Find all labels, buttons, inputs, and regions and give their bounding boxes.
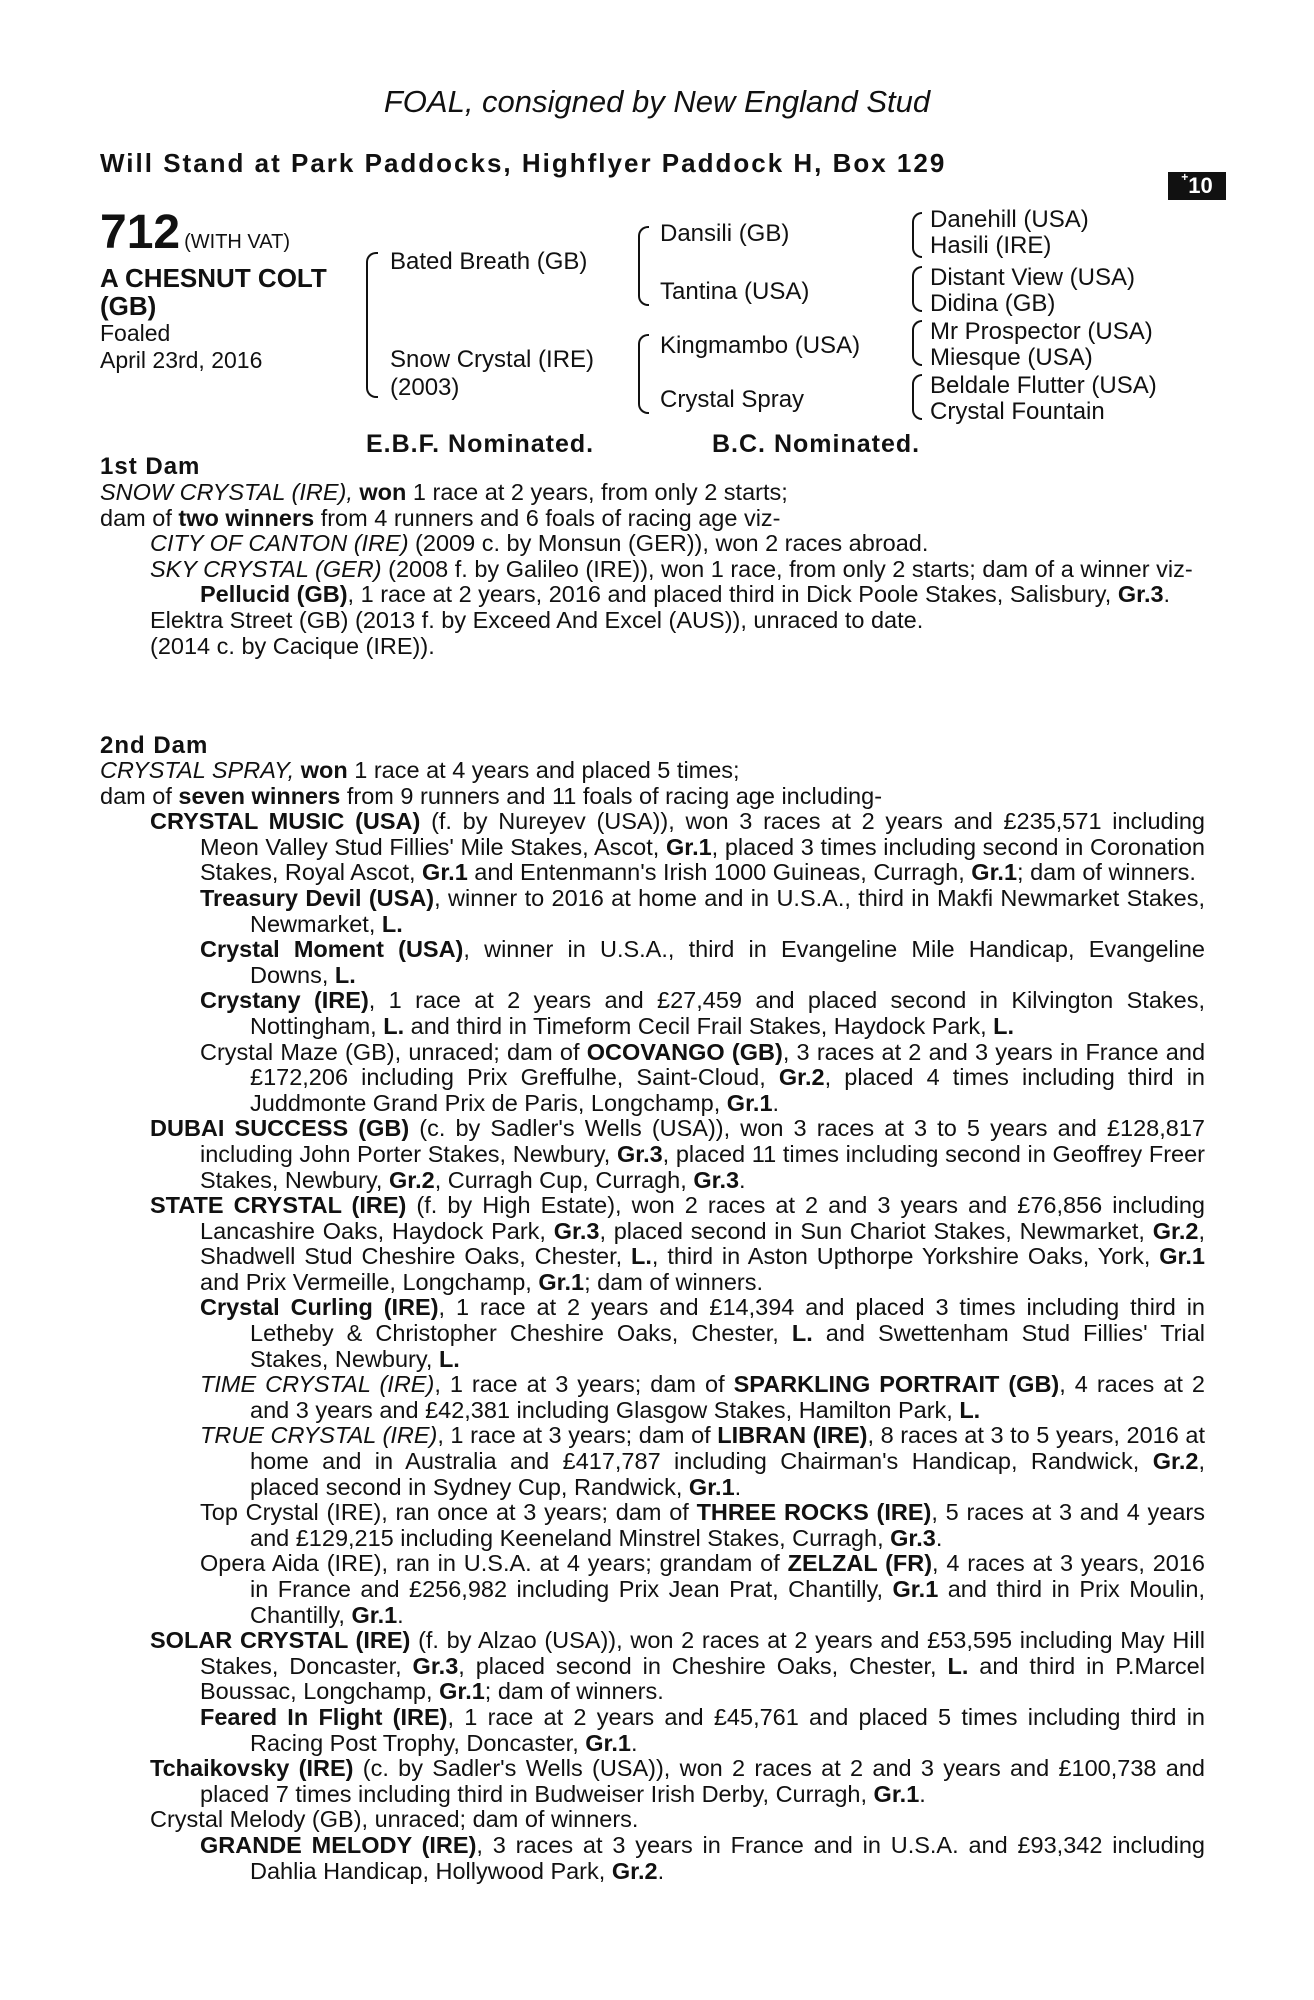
pedigree-g3: Distant View (USA)	[930, 264, 1135, 291]
produce-crystal-maze: Crystal Maze (GB), unraced; dam of OCOVANGO (GB), 3 races at 2 and 3 years in France and £172,206 including Prix Greffulhe, Saint-Cloud, Gr.2, placed 4 times including third in Juddmonte Grand Prix de Paris, Longchamp, Gr.1.	[200, 1038, 1206, 1116]
produce-tchaikovsky: Tchaikovsky (IRE) (c. by Sadler's Wells (USA)), won 2 races at 2 and 3 years and £100,738 and placed 7 times including third in Budweiser Irish Derby, Curragh, Gr.1.	[150, 1755, 1205, 1807]
first-dam-produce-summary: dam of two winners from 4 runners and 6 foals of racing age viz-	[100, 504, 781, 531]
lot-description-line2: (GB)	[100, 291, 157, 321]
pedigree-g6: Miesque (USA)	[930, 344, 1093, 371]
book-badge	[1168, 172, 1226, 200]
produce-dubai-success: DUBAI SUCCESS (GB) (c. by Sadler's Wells (USA)), won 3 races at 3 to 5 years and £128,817 including John Porter Stakes, Newbury, Gr.3, placed 11 times including second in Geoffrey Freer Stakes, Newbury, Gr.2, Curragh Cup, Curragh, Gr.3.	[150, 1115, 1205, 1193]
produce-true-crystal: TRUE CRYSTAL (IRE), 1 race at 3 years; dam of LIBRAN (IRE), 8 races at 3 to 5 years, 2016 at home and in Australia and £417,787 including Chairman's Handicap, Randwick, Gr.2, placed second in Sydney Cup, Randwick, Gr.1.	[200, 1422, 1205, 1500]
foaled-info	[100, 320, 262, 374]
pedigree-sire-sire: Dansili (GB)	[660, 220, 790, 247]
produce-opera-aida: Opera Aida (IRE), ran in U.S.A. at 4 years; grandam of ZELZAL (FR), 4 races at 3 years, 2016 in France and £256,982 including Prix Jean Prat, Chantilly, Gr.1 and third in Prix Moulin, Chantilly, Gr.1.	[200, 1550, 1206, 1628]
badge-plus: +	[1181, 170, 1189, 184]
pedigree-brace-main	[366, 252, 378, 398]
produce-grande-melody: GRANDE MELODY (IRE), 3 races at 3 years in France and in U.S.A. and £93,342 including Dahlia Handicap, Hollywood Park, Gr.2.	[200, 1831, 1205, 1884]
produce-elektra-street: Elektra Street (GB) (2013 f. by Exceed And Excel (AUS)), unraced to date.	[150, 606, 924, 633]
produce-time-crystal: TIME CRYSTAL (IRE), 1 race at 3 years; dam of SPARKLING PORTRAIT (GB), 4 races at 2 and 3 years and £42,381 including Glasgow Stakes, Hamilton Park, L.	[200, 1371, 1205, 1423]
second-dam-produce-summary: dam of seven winners from 9 runners and 11 foals of racing age including-	[100, 782, 883, 809]
lot-description	[100, 264, 327, 320]
produce-feared-in-flight: Feared In Flight (IRE), 1 race at 2 years and £45,761 and placed 5 times including third in Racing Post Trophy, Doncaster, Gr.1.	[200, 1703, 1205, 1756]
first-dam-body	[100, 480, 1205, 659]
second-dam-line: CRYSTAL SPRAY, won 1 race at 4 years and placed 5 times;	[100, 757, 740, 783]
second-dam-body	[100, 758, 1205, 1884]
produce-solar-crystal: SOLAR CRYSTAL (IRE) (f. by Alzao (USA)), won 2 races at 2 years and £53,595 including May Hill Stakes, Doncaster, Gr.3, placed second in Cheshire Oaks, Chester, L. and third in P.Marcel Boussac, Longchamp, Gr.1; dam of winners.	[150, 1627, 1205, 1705]
second-dam-heading: 2nd Dam	[100, 732, 209, 759]
produce-state-crystal: STATE CRYSTAL (IRE) (f. by High Estate), won 2 races at 2 and 3 years and £76,856 including Lancashire Oaks, Haydock Park, Gr.3, placed second in Sun Chariot Stakes, Newmarket, Gr.2, Shadwell Stud Cheshire Oaks, Chester, L., third in Aston Upthorpe Yorkshire Oaks, York, Gr.1 and Prix Vermeille, Longchamp, Gr.1; dam of winners.	[150, 1192, 1206, 1295]
pedigree-dam: Snow Crystal (IRE)	[390, 346, 595, 373]
pedigree-brace-dam	[638, 334, 649, 414]
produce-crystany: Crystany (IRE), 1 race at 2 years and £27,459 and placed second in Kilvington Stakes, Nottingham, L. and third in Timeform Cecil Frail Stakes, Haydock Park, L.	[200, 987, 1205, 1039]
pedigree-dam-sire: Kingmambo (USA)	[660, 332, 861, 359]
produce-crystal-moment: Crystal Moment (USA), winner in U.S.A., third in Evangeline Mile Handicap, Evangeline Downs, L.	[200, 936, 1205, 988]
produce-2014-colt: (2014 c. by Cacique (IRE)).	[150, 632, 435, 659]
first-dam-line: SNOW CRYSTAL (IRE), won 1 race at 2 years, from only 2 starts;	[100, 479, 788, 505]
first-dam-heading: 1st Dam	[100, 453, 201, 480]
bc-nominated: B.C. Nominated.	[712, 430, 921, 458]
pedigree-g7: Beldale Flutter (USA)	[930, 372, 1157, 399]
lot-description-line1: A CHESNUT COLT	[100, 263, 327, 293]
pedigree-dam-year: (2003)	[390, 374, 460, 401]
pedigree-brace-g4	[912, 374, 922, 420]
pedigree-brace-g3	[912, 320, 922, 366]
produce-top-crystal: Top Crystal (IRE), ran once at 3 years; dam of THREE ROCKS (IRE), 5 races at 3 and 4 years and £129,215 including Keeneland Minstrel Stakes, Curragh, Gr.3.	[200, 1499, 1205, 1551]
ebf-nominated: E.B.F. Nominated.	[366, 430, 595, 458]
badge-number: 10	[1188, 173, 1213, 198]
lot-number-value: 712	[100, 206, 181, 259]
stand-location: Will Stand at Park Paddocks, Highflyer Paddock H, Box 129	[100, 148, 947, 178]
produce-crystal-melody: Crystal Melody (GB), unraced; dam of winners.	[150, 1806, 639, 1833]
pedigree-g2: Hasili (IRE)	[930, 232, 1052, 259]
pedigree-g4: Didina (GB)	[930, 290, 1056, 317]
foaled-date: April 23rd, 2016	[100, 347, 263, 373]
pedigree-sire: Bated Breath (GB)	[390, 248, 588, 275]
pedigree-sire-dam: Tantina (USA)	[660, 278, 810, 305]
consignment-line: FOAL, consigned by New England Stud	[383, 84, 931, 119]
produce-sky-crystal: SKY CRYSTAL (GER) (2008 f. by Galileo (IRE)), won 1 race, from only 2 starts; dam of a winner viz-	[150, 555, 1193, 582]
pedigree-brace-g2	[912, 266, 922, 312]
produce-city-of-canton: CITY OF CANTON (IRE) (2009 c. by Monsun (GER)), won 2 races abroad.	[150, 530, 929, 557]
produce-treasury-devil: Treasury Devil (USA), winner to 2016 at home and in U.S.A., third in Makfi Newmarket Stakes, Newmarket, L.	[200, 884, 1205, 937]
pedigree-g8: Crystal Fountain	[930, 398, 1105, 425]
lot-number	[100, 208, 290, 267]
pedigree-brace-g1	[912, 212, 922, 258]
produce-pellucid: Pellucid (GB), 1 race at 2 years, 2016 and placed third in Dick Poole Stakes, Salisbury, Gr.3.	[200, 581, 1171, 608]
produce-crystal-music: CRYSTAL MUSIC (USA) (f. by Nureyev (USA)), won 3 races at 2 years and £235,571 including Meon Valley Stud Fillies' Mile Stakes, Ascot, Gr.1, placed 3 times including second in Coronation Stakes, Royal Ascot, Gr.1 and Entenmann's Irish 1000 Guineas, Curragh, Gr.1; dam of winners.	[150, 808, 1205, 886]
pedigree-dam-dam: Crystal Spray	[660, 386, 805, 413]
lot-vat: (WITH VAT)	[184, 231, 290, 253]
pedigree-g5: Mr Prospector (USA)	[930, 318, 1153, 345]
foaled-label: Foaled	[100, 320, 171, 346]
pedigree-brace-sire	[638, 226, 649, 306]
pedigree-g1: Danehill (USA)	[930, 206, 1089, 233]
produce-crystal-curling: Crystal Curling (IRE), 1 race at 2 years and £14,394 and placed 3 times including third in Letheby & Christopher Cheshire Oaks, Chester, L. and Swettenham Stud Fillies' Trial Stakes, Newbury, L.	[200, 1294, 1206, 1372]
